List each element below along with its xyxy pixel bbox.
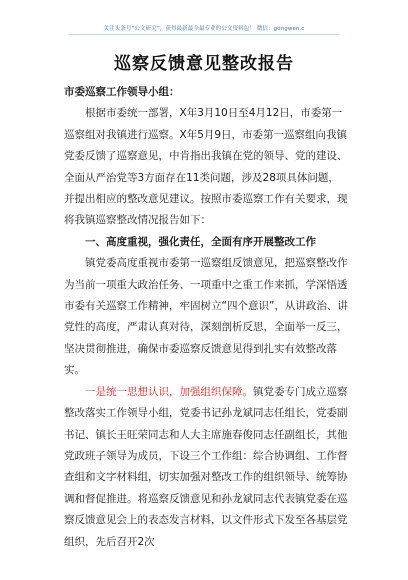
section-heading-1: 一、高度重视，强化责任，全面有序开展整改工作 bbox=[85, 235, 316, 248]
header-banner bbox=[0, 24, 408, 35]
paragraph-intro: 根据市委统一部署，X年3月10日至4月12日，市委第一巡察组对我镇进行巡察。X年5月9日，市委第一巡察组向我镇党委反馈了巡察意见，中肯指出我镇在党的领导、党的建设、全面从严治党等3方面存在11类问题，涉及28项具体问题，并提出相应的整改意见建议。按照市委巡察工作有关要求，现将我镇巡察整改情况报告如下： bbox=[64, 107, 348, 227]
addressee: 市委巡察工作领导小组： bbox=[64, 86, 180, 98]
document-title: 巡察反馈意见整改报告 bbox=[114, 54, 294, 74]
highlighted-lead: 一是统一思想认识，加强组织保障。 bbox=[85, 385, 253, 398]
paragraph-3 bbox=[64, 382, 349, 553]
banner-divider bbox=[69, 34, 339, 35]
paragraph-3-text: 镇党委专门成立巡察整改落实工作领导小组，党委书记孙龙斌同志任组长，党委副书记、镇长王旺荣同志和人大主席施春俊同志任副组长，其他党政班子领导为成员，下设三个工作组：综合协调组、工作督查组和文字材料组，切实加强对整改工作的组织领导、统筹协调和督促推进。将巡察反馈意见和孙龙斌同志代表镇党委在巡察反馈意见会上的表态发言材料，以文件形式下发至各基层党组织，先后召开2次 bbox=[64, 385, 348, 548]
document-body bbox=[64, 82, 349, 553]
banner-text: 关注头条号“公文研究”，获得最新最全最专业的公文资料包！ 微信：gongwen.c bbox=[103, 26, 305, 32]
paragraph-2: 镇党委高度重视市委第一巡察组反馈意见，把巡察整改作为当前一项重大政治任务、一项重中之重工作来抓，学深悟透市委有关巡察工作精神，牢固树立“四个意识”，从讲政治、讲党性的高度，严肃认真对待，深刻剖析反思，全面举一反三，坚决贯彻推进，确保市委巡察反馈意见得到扎实有效整改落实。 bbox=[64, 257, 348, 377]
